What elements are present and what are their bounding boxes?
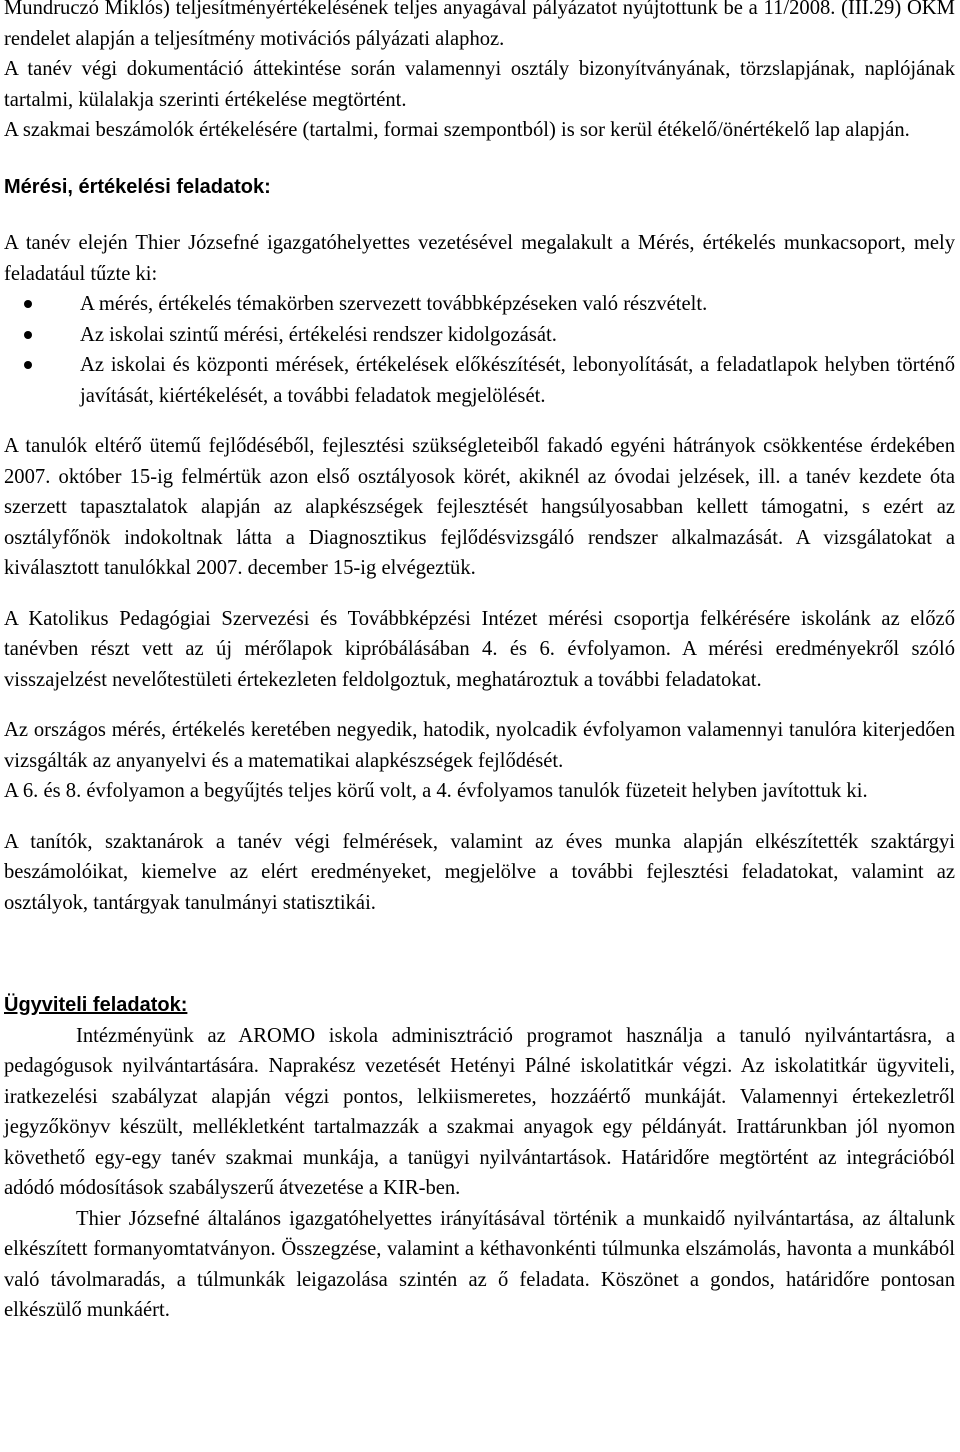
list-item bbox=[4, 289, 955, 320]
list-item-text: Az iskolai szintű mérési, értékelési rendszer kidolgozását. bbox=[80, 323, 557, 346]
paragraph-ugyviteli-munkaido: Thier Józsefné általános igazgatóhelyettes irányításával történik a munkaidő nyilvántartása, az általunk elkészített formanyomtatványon. Összegzése, valamint a kéthavonkénti túlmunka elszámolás, havonta a munkából való távolmaradás, a túlmunkák leigazolása szintén az ő feladata. Köszönet a gondos, határidőre pontosan elkészülő munkáért. bbox=[4, 1207, 955, 1321]
list-item-text: Az iskolai és központi mérések, értékelések előkészítését, lebonyolítását, a feladatlapok helyben történő javítását, kiértékelését, a további feladatok megjelölését. bbox=[80, 354, 955, 407]
section-heading-meresi: Mérési, értékelési feladatok: bbox=[4, 175, 271, 198]
section-heading-ugyviteli: Ügyviteli feladatok: bbox=[4, 994, 188, 1016]
paragraph-katolikus: A Katolikus Pedagógiai Szervezési és Továbbképzési Intézet mérési csoportja felkérésére iskolánk az előző tanévben részt vett az új mérőlapok kipróbálásában 4. és 6. évfolyamon. A mérési eredményekről szóló visszajelzést nevelőtestületi értekezleten feldolgoztuk, meghatároztuk a további feladatokat. bbox=[4, 607, 955, 691]
intro-paragraph-palyazat: Mundruczó Miklós) teljesítményértékelésének teljes anyagával pályázatot nyújtottunk be a 11/2008. (III.29) OKM rendelet alapján a teljesítmény motivációs pályázati alaphoz. bbox=[4, 0, 955, 50]
paragraph-orszagos-continued: A 6. és 8. évfolyamon a begyűjtés teljes körű volt, a 4. évfolyamos tanulók füzeteit helyben javítottuk ki. bbox=[4, 780, 868, 802]
bullet-icon bbox=[24, 331, 32, 339]
bullet-icon bbox=[24, 300, 32, 308]
intro-paragraph-dokumentacio: A tanév végi dokumentáció áttekintése során valamennyi osztály bizonyítványának, törzslapjának, naplójának tartalmi, külalakja szerinti értékelése megtörtént. bbox=[4, 58, 955, 111]
list-item bbox=[4, 320, 955, 351]
list-item bbox=[4, 350, 955, 411]
paragraph-tanulok: A tanulók eltérő ütemű fejlődéséből, fejlesztési szükségleteiből fakadó egyéni hátrányok csökkentése érdekében 2007. október 15-ig felmértük azon első osztályosok körét, akiknél az óvodai jelzések, ill. a tanév kezdete óta szerzett tapasztalatok alapján az alapkészségek fejlesztését hangsúlyosabban kellett támogatni, s ezért az osztályfőnök indokoltnak látta a Diagnosztikus fejlődésvizsgáló rendszer alkalmazását. A vizsgálatokat a kiválasztott tanulókkal 2007. december 15-ig elvégeztük. bbox=[4, 435, 955, 579]
list-item-text: A mérés, értékelés témakörben szervezett továbbképzéseken való részvételt. bbox=[80, 293, 708, 315]
paragraph-orszagos: Az országos mérés, értékelés keretében negyedik, hatodik, nyolcadik évfolyamon valamennyi tanulóra kiterjedően vizsgálták az anyanyelvi és a matematikai alapkészségek fejlődését. bbox=[4, 719, 955, 772]
paragraph-tanitok: A tanítók, szaktanárok a tanév végi felmérések, valamint az éves munka alapján elkészítették szaktárgyi beszámolóikat, kiemelve az elért eredményeket, megjelölve a további fejlesztési feladatokat, valamint az osztályok, tantárgyak tanulmányi statisztikái. bbox=[4, 830, 955, 914]
document-page bbox=[4, 0, 955, 1326]
bullet-icon bbox=[24, 361, 32, 369]
paragraph-ugyviteli-aromo: Intézményünk az AROMO iskola adminisztráció programot használja a tanuló nyilvántartásra, a pedagógusok nyilvántartására. Naprakész vezetését Hetényi Pálné iskolatitkár végzi. Az iskolatitkár ügyviteli, iratkezelési szabályzat alapján végzi pontos, lelkiismeretes, hozzáértő munkáját. Valamennyi értekezletről jegyzőkönyv készült, mellékletként tartalmazzák a szakmai anyagok egy példányát. Irattárunkban jól nyomon követhető egy-egy tanév szakmai munkája, a tanügyi nyilvántartások. Határidőre megtörtént az integrációból adódó módosítások szabályszerű átvezetése a KIR-ben. bbox=[4, 1024, 955, 1199]
intro-paragraph-beszamolok: A szakmai beszámolók értékelésére (tartalmi, formai szempontból) is sor kerül étékelő/önértékelő lap alapján. bbox=[4, 119, 910, 141]
meresi-task-list bbox=[4, 289, 955, 411]
meresi-lead-paragraph: A tanév elején Thier Józsefné igazgatóhelyettes vezetésével megalakult a Mérés, értékelés munkacsoport, mely feladatául tűzte ki: bbox=[4, 232, 955, 285]
